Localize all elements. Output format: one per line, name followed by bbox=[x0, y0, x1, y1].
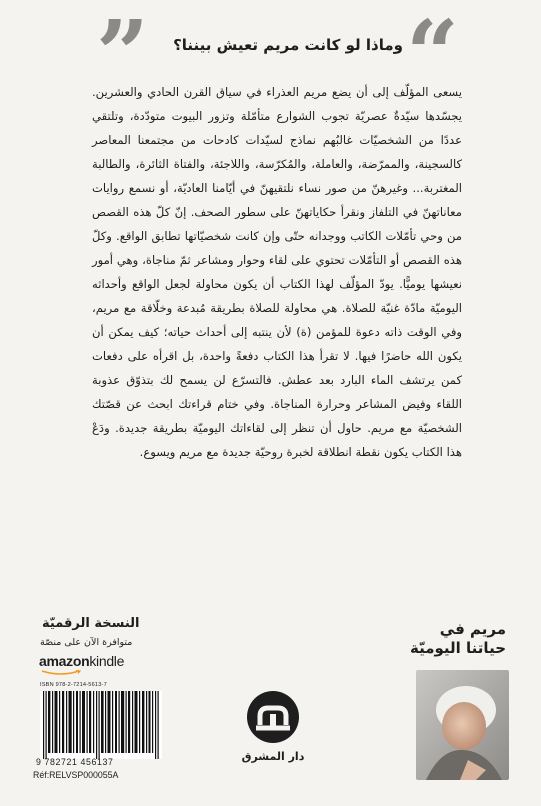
digital-edition-subtitle: متوافرة الآن على منصّة bbox=[40, 637, 133, 648]
amazon-wordmark: amazon bbox=[39, 653, 90, 669]
isbn-label: ISBN 978-2-7214-5613-7 bbox=[40, 682, 107, 688]
barcode-number: 9 782721 456137 bbox=[36, 757, 114, 767]
reference-code: Réf:RELVSP000055A bbox=[33, 770, 119, 780]
headline: وماذا لو كانت مريم تعيش بيننا؟ bbox=[173, 36, 403, 54]
closing-quote-mark: ” bbox=[96, 0, 149, 108]
publisher-name: دار المشرق bbox=[241, 750, 305, 763]
amazon-smile-icon bbox=[41, 670, 85, 676]
cover-photo bbox=[416, 670, 509, 780]
book-title-line-1: مريم في bbox=[439, 620, 506, 638]
barcode bbox=[40, 691, 162, 759]
book-title bbox=[396, 620, 506, 658]
amazon-kindle-logo bbox=[39, 653, 124, 669]
kindle-wordmark: kindle bbox=[89, 653, 125, 669]
digital-edition-title: النسخة الرقميّة bbox=[42, 616, 140, 631]
book-title-line-2: حياتنا اليوميّة bbox=[410, 639, 506, 657]
publisher-logo-icon bbox=[246, 690, 300, 744]
opening-quote-mark: “ bbox=[406, 0, 459, 108]
book-description: يسعى المؤلّف إلى أن يضع مريم العذراء في سياق القرن الحادي والعشرين. يجسّدها سيّدةٌ عصريّة تجوب الشوارع متأمّلة وتزور البيوت متودّدة، وتلتقي عددًا من الشخصيّات غالبُهم نماذج لسيّدات كادحات من مجتمعنا المعاصر كالسجينة، والممرّضة، والعاملة، والمُكرّسة، واللاجئة، والفتاة الثائرة، والطالبة المغتربة... وغيرهنّ من صور نساء نلتقيهنّ في أيّامنا العاديّة، أو نسمع روايات معاناتهنّ في التلفاز ونقرأ حكاياتهنّ على سطور الصحف. إنّ كلّ هذه القصص من وحي تأمّلات الكاتب ووجدانه حتّى وإن كانت شخصيّاتها تطابق الواقع. وكلّ هذه القصص أو التأمّلات تحتوي على لقاء وحوار ومشاعر ثمّ مناجاة، وهي أمور نعيشها يوميًّا. يودّ المؤلّف لهذا الكتاب أن يكون محاولة لجعل الواقع وأحداثه اليوميّة مادّة غنيّة للصلاة. هي محاولة للصلاة بطريقة مُبدعة وخلّاقة مع مريم، وفي الوقت ذاته دعوة للمؤمن (ة) لأن ينتبه إلى أحداث حياته؛ كيف يمكن أن يكون الله حاضرًا فيها. لا تقرأ هذا الكتاب دفعةً واحدة، بل اقرأه على دفعات كمن يرتشف الماء البارد بعد عطش. فالتسرّع لن يسمح لك بتذوّق عذوبة اللقاء وفيض المشاعر وحرارة المناجاة. وفي ختام قراءتك ابحث عن قصّتك الشخصيّة مع مريم. حاول أن تنظر إلى لقاءاتك اليوميّة بطريقة جديدة. ودَعْ هذا الكتاب يكون نقطة انطلاقة لخبرة روحيّة جديدة مع مريم ويسوع. bbox=[92, 85, 462, 459]
